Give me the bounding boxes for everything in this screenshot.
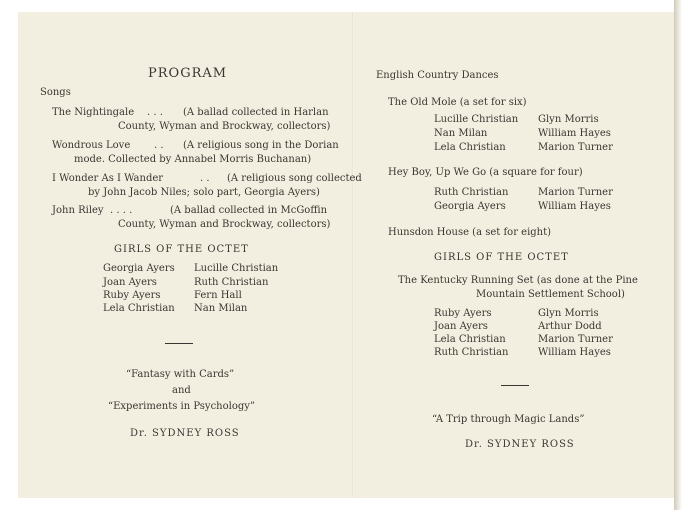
feature-title: “Experiments in Psychology” xyxy=(108,401,256,412)
dancer: Lucille Christian xyxy=(434,114,519,125)
dance-title-line2: Mountain Settlement School) xyxy=(476,289,625,300)
center-fold xyxy=(352,12,354,498)
card-edge-shadow xyxy=(674,0,682,510)
dance-title: Hey Boy, Up We Go (a square for four) xyxy=(388,167,583,178)
dances-heading: English Country Dances xyxy=(376,70,499,81)
feature-title: “A Trip through Magic Lands” xyxy=(432,414,585,425)
song-title: John Riley xyxy=(52,205,104,216)
dancer: Arthur Dodd xyxy=(538,321,602,332)
song-note-line2: mode. Collected by Annabel Morris Buchanan) xyxy=(74,154,312,165)
song-dots: . . . xyxy=(147,107,163,118)
dancer: Glyn Morris xyxy=(538,308,599,319)
song-note-line2: County, Wyman and Brockway, collectors) xyxy=(118,121,331,132)
dancer: Ruth Christian xyxy=(434,187,509,198)
divider-rule xyxy=(501,385,529,386)
dancer: Georgia Ayers xyxy=(434,201,506,212)
song-title: I Wonder As I Wander xyxy=(52,173,164,184)
song-title: Wondrous Love xyxy=(52,140,131,151)
song-note-line1: (A ballad collected in Harlan xyxy=(183,107,329,118)
song-note-line2: by John Jacob Niles; solo part, Georgia Ayers) xyxy=(88,187,320,198)
dance-title: The Kentucky Running Set (as done at the Pine xyxy=(398,275,638,286)
dancer: Marion Turner xyxy=(538,142,613,153)
dancer: William Hayes xyxy=(538,347,611,358)
dance-title: Hunsdon House (a set for eight) xyxy=(388,227,552,238)
feature-title: “Fantasy with Cards” xyxy=(126,369,235,380)
octet-member: Ruth Christian xyxy=(194,277,269,288)
songs-label: Songs xyxy=(40,87,71,98)
dance-title: The Old Mole (a set for six) xyxy=(388,97,527,108)
song-note-line1: (A religious song in the Dorian xyxy=(183,140,339,151)
song-title: The Nightingale xyxy=(52,107,135,118)
dancer: Joan Ayers xyxy=(434,321,488,332)
dancer: William Hayes xyxy=(538,128,611,139)
octet-member: Lela Christian xyxy=(103,303,175,314)
octet-heading: GIRLS OF THE OCTET xyxy=(434,252,569,263)
dancer: William Hayes xyxy=(538,201,611,212)
dancer: Lela Christian xyxy=(434,142,506,153)
divider-rule xyxy=(165,343,193,344)
presenter-name: Dr. SYDNEY ROSS xyxy=(130,428,240,439)
dancer: Glyn Morris xyxy=(538,114,599,125)
dancer: Ruby Ayers xyxy=(434,308,492,319)
octet-heading: GIRLS OF THE OCTET xyxy=(114,244,249,255)
program-heading: PROGRAM xyxy=(148,66,228,81)
feature-and: and xyxy=(172,385,191,396)
octet-member: Nan Milan xyxy=(194,303,248,314)
dancer: Lela Christian xyxy=(434,334,506,345)
presenter-name: Dr. SYDNEY ROSS xyxy=(465,439,575,450)
song-dots: . . . . xyxy=(110,205,133,216)
song-dots: . . xyxy=(200,173,210,184)
dancer: Nan Milan xyxy=(434,128,488,139)
octet-member: Fern Hall xyxy=(194,290,242,301)
dancer: Marion Turner xyxy=(538,187,613,198)
octet-member: Georgia Ayers xyxy=(103,263,175,274)
song-note-line2: County, Wyman and Brockway, collectors) xyxy=(118,219,331,230)
dancer: Ruth Christian xyxy=(434,347,509,358)
song-note-line1: (A ballad collected in McGoffin xyxy=(170,205,328,216)
dancer: Marion Turner xyxy=(538,334,613,345)
song-dots: . . xyxy=(154,140,164,151)
octet-member: Lucille Christian xyxy=(194,263,279,274)
song-note-line1: (A religious song collected xyxy=(227,173,362,184)
octet-member: Joan Ayers xyxy=(103,277,157,288)
octet-member: Ruby Ayers xyxy=(103,290,161,301)
